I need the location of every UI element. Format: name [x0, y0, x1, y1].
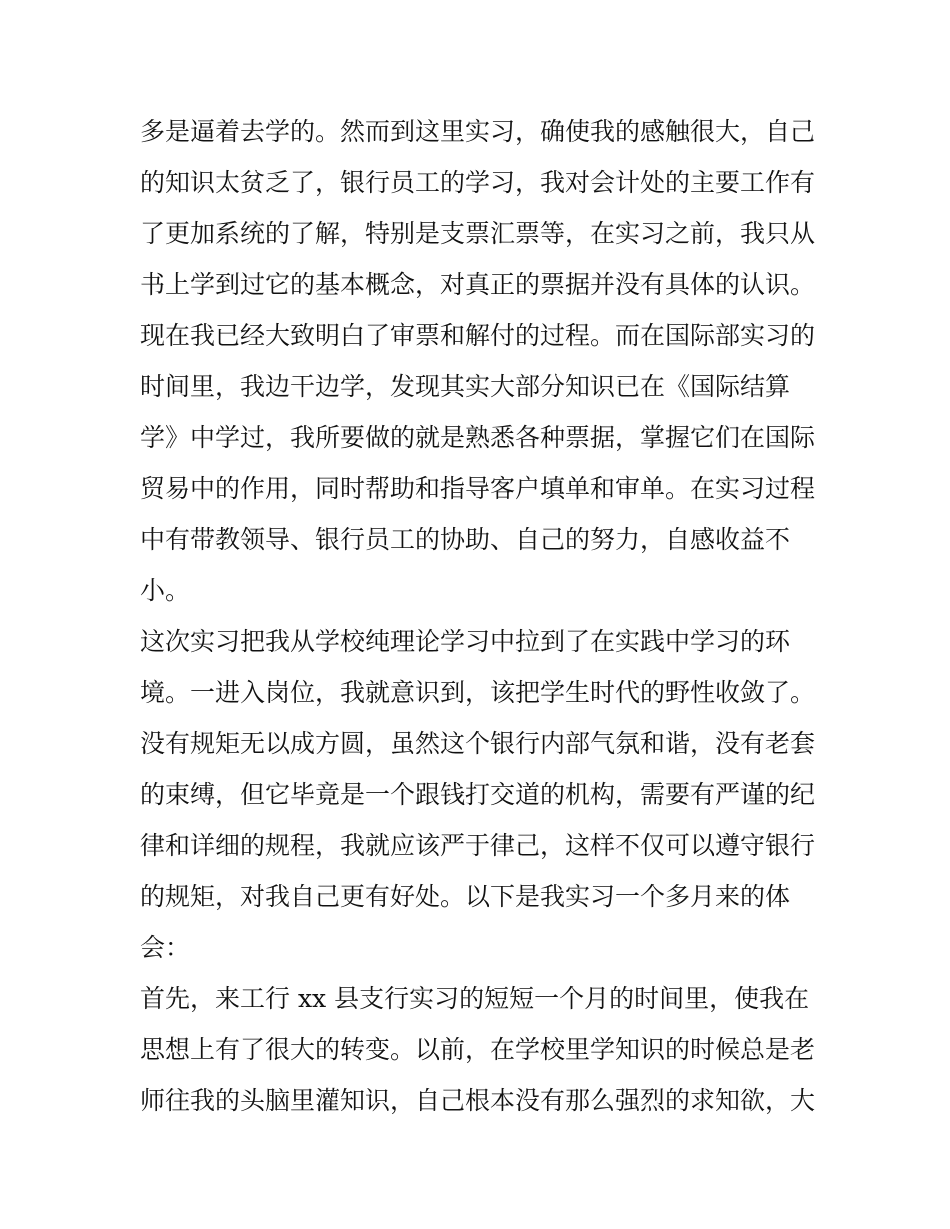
text-line: 境。一进入岗位，我就意识到，该把学生时代的野性收敛了。	[140, 678, 816, 707]
text-line: 多是逼着去学的。然而到这里实习，确使我的感触很大，自己	[140, 117, 816, 146]
text-line: 学》中学过，我所要做的就是熟悉各种票据，掌握它们在国际	[140, 423, 816, 452]
text-line: 的知识太贫乏了，银行员工的学习，我对会计处的主要工作有	[140, 168, 816, 197]
text-line: 小。	[140, 576, 191, 605]
text-line: 律和详细的规程，我就应该严于律己，这样不仅可以遵守银行	[140, 831, 816, 860]
text-line: 书上学到过它的基本概念，对真正的票据并没有具体的认识。	[140, 270, 816, 299]
text-line: 中有带教领导、银行员工的协助、自己的努力，自感收益不	[140, 525, 791, 554]
text-line: 的规矩，对我自己更有好处。以下是我实习一个多月来的体	[140, 882, 791, 911]
text-line: 没有规矩无以成方圆，虽然这个银行内部气氛和谐，没有老套	[140, 729, 816, 758]
text-line: 贸易中的作用，同时帮助和指导客户填单和审单。在实习过程	[140, 474, 816, 503]
text-line: 首先，来工行 xx 县支行实习的短短一个月的时间里，使我在	[140, 984, 810, 1013]
text-line: 现在我已经大致明白了审票和解付的过程。而在国际部实习的	[140, 321, 816, 350]
text-line: 了更加系统的了解，特别是支票汇票等，在实习之前，我只从	[140, 219, 816, 248]
text-line: 时间里，我边干边学，发现其实大部分知识已在《国际结算	[140, 372, 791, 401]
text-line: 会：	[140, 933, 191, 962]
text-line: 师往我的头脑里灌知识，自己根本没有那么强烈的求知欲，大	[140, 1086, 816, 1115]
text-line: 这次实习把我从学校纯理论学习中拉到了在实践中学习的环	[140, 627, 791, 656]
text-line: 思想上有了很大的转变。以前，在学校里学知识的时候总是老	[140, 1035, 816, 1064]
body-text	[140, 106, 820, 1126]
text-line: 的束缚，但它毕竟是一个跟钱打交道的机构，需要有严谨的纪	[140, 780, 816, 809]
